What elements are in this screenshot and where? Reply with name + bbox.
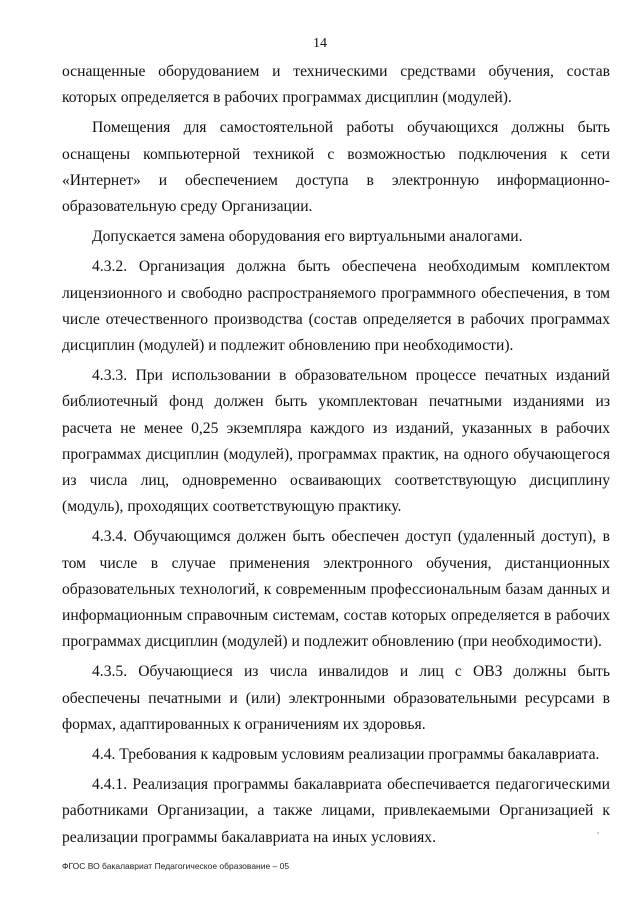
page-number: 14 [313, 36, 327, 51]
paragraph-premises: Помещения для самостоятельной работы обучающихся должны быть оснащены компьютерной техникой с возможностью подключения к сети «Интернет» и обеспечением доступа в электронную информационно-образовательную среду Организации. [62, 119, 610, 216]
paragraph-virtual-analogs: Допускается замена оборудования его виртуальными аналогами. [92, 228, 523, 246]
paragraph-4-4: 4.4. Требования к кадровым условиям реализации программы бакалавриата. [92, 746, 600, 764]
footer-note: ФГОС ВО бакалавриат Педагогическое образование – 05 [62, 861, 290, 871]
scan-artifact [597, 832, 599, 834]
paragraph-4-3-2: 4.3.2. Организация должна быть обеспечена необходимым комплектом лицензионного и свободно распространяемого программного обеспечения, в том числе отечественного производства (состав определяется в рабочих программах дисциплин (модулей) и подлежит обновлению при необходимости). [62, 258, 610, 355]
document-body [62, 59, 610, 851]
paragraph-4-4-1: 4.4.1. Реализация программы бакалавриата обеспечивается педагогическими работниками Организации, а также лицами, привлекаемыми Организацией к реализации программы бакалавриата на иных условиях. [62, 776, 610, 846]
paragraph-4-3-3: 4.3.3. При использовании в образовательном процессе печатных изданий библиотечный фонд должен быть укомплектован печатными изданиями из расчета не менее 0,25 экземпляра каждого из изданий, указанных в рабочих программах дисциплин (модулей), программах практик, на одного обучающегося из числа лиц, одновременно осваивающих соответствующую дисциплину (модуль), проходящих соответствующую практику. [62, 367, 610, 516]
paragraph-continuation: оснащенные оборудованием и техническими средствами обучения, состав которых определяется в рабочих программах дисциплин (модулей). [62, 63, 610, 107]
paragraph-4-3-5: 4.3.5. Обучающиеся из числа инвалидов и лиц с ОВЗ должны быть обеспечены печатными и (или) электронными образовательными ресурсами в формах, адаптированных к ограничениям их здоровья. [62, 663, 610, 733]
paragraph-4-3-4: 4.3.4. Обучающимся должен быть обеспечен доступ (удаленный доступ), в том числе в случае применения электронного обучения, дистанционных образовательных технологий, к современным профессиональным базам данных и информационным справочным системам, состав которых определяется в рабочих программах дисциплин (модулей) и подлежит обновлению (при необходимости). [62, 528, 610, 651]
